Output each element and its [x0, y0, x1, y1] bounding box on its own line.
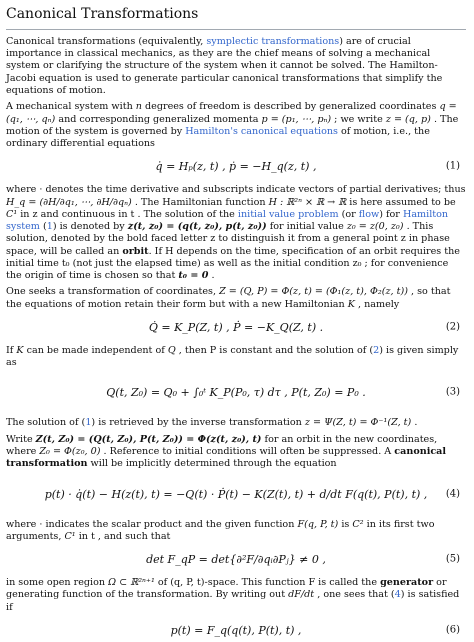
- math-q: q = (q₁, ⋯, qₙ): [6, 101, 457, 125]
- equation-1-number: (1): [445, 160, 460, 172]
- paragraph-transformation: One seeks a transformation of coordinates, Z = (Q, P) = Φ(z, t) = (Φ₁(z, t), Φ₂(z, t)) , so that the equations of motion retain their form but with a new Hamiltonian K , namely: [6, 286, 451, 310]
- term-generator: generator: [380, 577, 434, 589]
- equation-3: [6, 375, 466, 411]
- page-title: Canonical Transformations: [6, 6, 466, 30]
- equation-4-number: (4): [445, 488, 460, 500]
- equation-2: [6, 317, 466, 339]
- ref-equation-1[interactable]: 1: [46, 221, 53, 233]
- term-canonical-transformation: canonical transformation: [6, 446, 447, 470]
- ref-equation-4[interactable]: 4: [394, 589, 401, 601]
- equation-6: [6, 620, 466, 642]
- paragraph-inverse: The solution of (1) is retrieved by the inverse transformation z = Ψ(Z, t) = Φ⁻¹(Z, t) .: [6, 417, 418, 429]
- math-p: p = (p₁, ⋯, pₙ): [261, 113, 332, 125]
- link-initial-value-problem[interactable]: initial value problem: [237, 208, 339, 220]
- term-orbit: orbit: [122, 245, 149, 257]
- link-hamiltons-canonical-equations[interactable]: Hamilton's canonical equations: [185, 125, 338, 137]
- equation-2-number: (2): [445, 321, 460, 333]
- equation-4-body: p(t) · q̇(t) − H(z(t), t) = −Q(t) · Ṗ(t) − K(Z(t), t) + d/dt F(q(t), P(t), t) ,: [44, 487, 428, 501]
- equation-5-number: (5): [445, 553, 460, 565]
- paragraph-system: A mechanical system with n degrees of freedom is described by generalized coordinates q = (q₁, ⋯, qₙ) and corresponding generalized momenta p = (p₁, ⋯, pₙ) ; we write z = (q, p) . The motion of the system is governed by Hamilton's canonical equations of motion, i.e., the ordinary differential equations: [6, 101, 459, 150]
- equation-5: [6, 549, 466, 571]
- ref-equation-2[interactable]: 2: [373, 344, 380, 356]
- paragraph-intro: Canonical transformations (equivalently, symplectic transformations) are of crucial importance in classical mechanics, as they are the chief means of solving a mechanical system or clarifying the structure of the system when it cannot be solved. The Hamilton-Jacobi equation is used to generate particular canonical transformations that simplify the equations of motion.: [6, 35, 443, 96]
- paragraph-hamiltonian: where · denotes the time derivative and subscripts indicate vectors of partial derivatives; thus H_q = (∂H/∂q₁, ⋯, ∂H/∂qₙ) . The Hamiltonian function H : ℝ²ⁿ × ℝ → ℝ is here assumed to be C¹ in z and continuous in t . The solution of the initial value problem (or flow) for Hamilton system (1) is denoted by z(t, z₀) = (q(t, z₀), p(t, z₀)) for initial value z₀ = z(0, z₀) . This solution, denoted by the bold faced letter z to distinguish it from a general point z in phase space, will be called an orbit. If H depends on the time, specification of an orbit requires the initial time t₀ (not just the elapsed time) as well as the initial condition z₀ ; for convenience the origin of time is chosen so that t₀ = 0 .: [6, 184, 466, 282]
- equation-1-body: q̇ = Hₚ(z, t) , ṗ = −H_q(z, t) ,: [155, 160, 317, 174]
- equation-5-body: det F_qP = det{∂²F/∂qᵢ∂Pⱼ} ≠ 0 ,: [146, 553, 326, 567]
- equation-3-number: (3): [445, 387, 460, 399]
- equation-3-body: Q(t, Z₀) = Q₀ + ∫₀ᵗ K_P(P₀, τ) dτ , P(t, Z₀) = P₀ .: [106, 386, 366, 400]
- paragraph-generator-condition: where · indicates the scalar product and the given function F(q, P, t) is C² in its first two arguments, C¹ in t , and such that: [6, 518, 435, 542]
- link-flow[interactable]: flow: [358, 208, 380, 220]
- link-symplectic-transformations[interactable]: symplectic transformations: [206, 35, 340, 47]
- equation-6-number: (6): [445, 624, 460, 636]
- paragraph-canonical: Write Z(t, Z₀) = (Q(t, Z₀), P(t, Z₀)) = Φ(z(t, z₀), t) for an orbit in the new coordinates, where Z₀ = Φ(z₀, 0) . Reference to initial conditions will often be suppressed. A canonical transformation will be implicitly determined through the equation: [6, 433, 447, 470]
- equation-6-body: p(t) = F_q(q(t), P(t), t) ,: [170, 623, 302, 637]
- math-n: n: [135, 101, 142, 113]
- math-z: z = (q, p): [385, 113, 431, 125]
- paragraph-independent: If K can be made independent of Q , then P is constant and the solution of (2) is given simply as: [6, 344, 459, 369]
- ref-equation-1b[interactable]: 1: [85, 417, 92, 429]
- paragraph-generator: in some open region Ω ⊂ ℝ²ⁿ⁺¹ of (q, P, t)-space. This function F is called the generator or generating function of the transformation. By writing out dF/dt , one sees that (4) is satisfied if: [6, 577, 460, 613]
- link-hamilton-system[interactable]: Hamilton system: [6, 208, 449, 233]
- equation-2-body: Q̇ = K_P(Z, t) , Ṗ = −K_Q(Z, t) .: [148, 320, 324, 334]
- equation-1: [6, 156, 466, 178]
- equation-4: [6, 477, 466, 513]
